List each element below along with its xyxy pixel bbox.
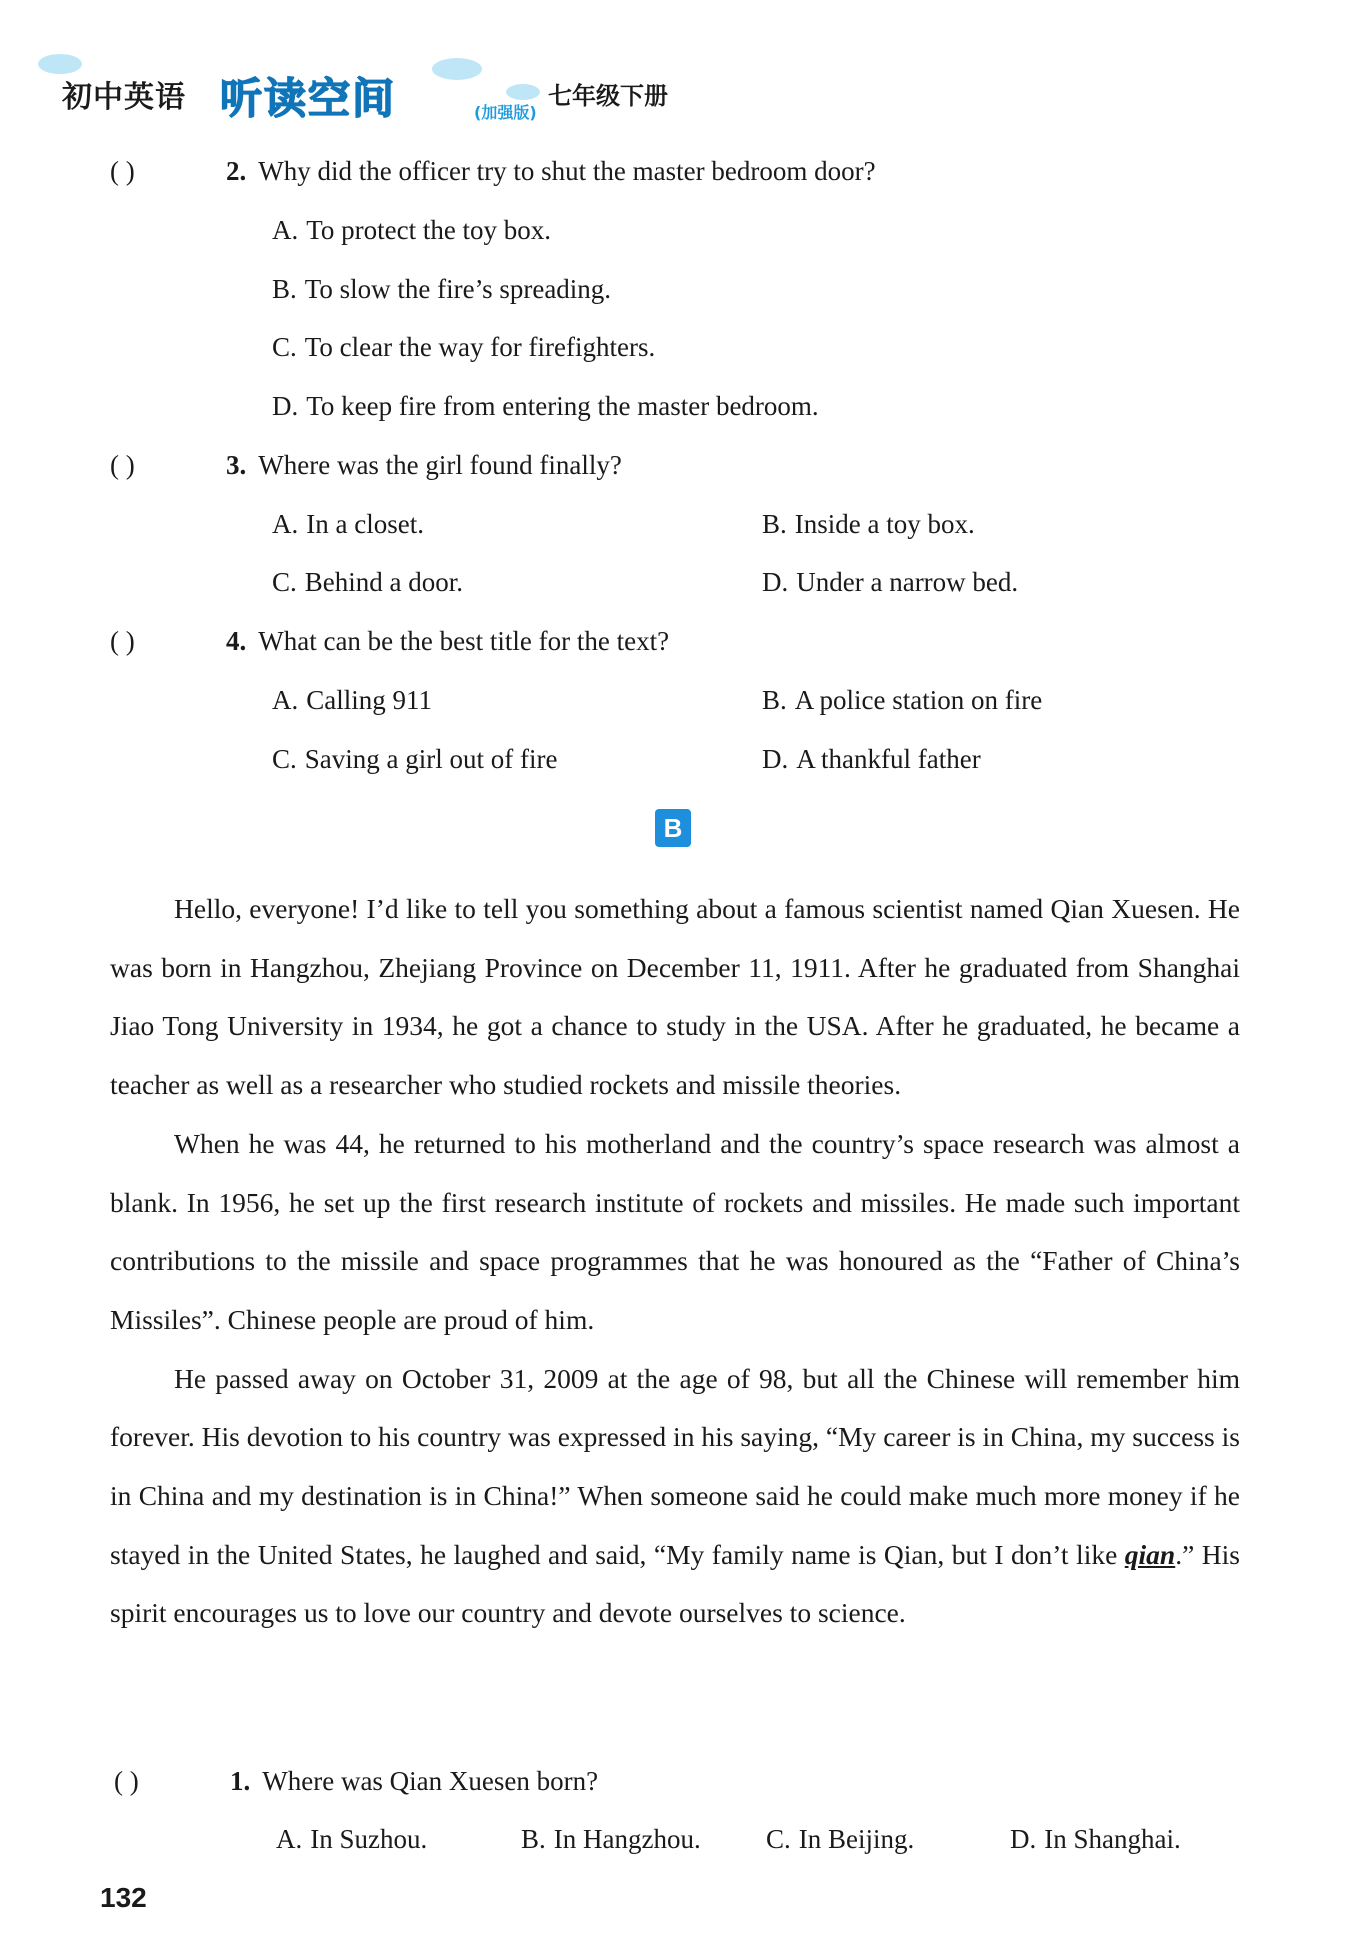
option — [762, 687, 1042, 714]
question-text: Why did the officer try to shut the master bedroom door? — [258, 156, 876, 186]
option-text: In Beijing. — [798, 1824, 915, 1854]
option-text: To keep fire from entering the master bedroom. — [306, 391, 819, 421]
option-letter: B. — [521, 1824, 546, 1854]
reading-passage — [110, 880, 1240, 1643]
option — [276, 1826, 427, 1853]
option-text: Inside a toy box. — [794, 509, 975, 539]
paragraph-text: He passed away on October 31, 2009 at the age of 98, but all the Chinese will remember him forever. His devotion to his country was expressed in his saying, “My career is in China, my success is in China and my destination is in China!” When someone said he could make much more money if he stayed in the United States, he laughed and said, “My family name is Qian, but I don’t like — [110, 1362, 1240, 1570]
question-stem — [226, 628, 669, 655]
option-letter: A. — [276, 1824, 303, 1854]
option-text: To clear the way for firefighters. — [304, 332, 656, 362]
option — [272, 217, 551, 244]
option — [762, 569, 1018, 596]
answer-bracket[interactable]: ( ) — [110, 626, 135, 656]
option — [272, 334, 655, 361]
paragraph: Hello, everyone! I’d like to tell you something about a famous scientist named Qian Xuesen. He was born in Hangzhou, Zhejiang Province on December 11, 1911. After he graduated from Shanghai Jiao Tong University in 1934, he got a chance to study in the USA. After he graduated, he became a teacher as well as a researcher who studied rockets and missile theories. — [110, 893, 1240, 1101]
option-text: To protect the toy box. — [306, 215, 552, 245]
series-title: 初中英语 — [62, 80, 186, 115]
cloud-decoration — [38, 54, 82, 74]
question-text: Where was Qian Xuesen born? — [262, 1766, 599, 1796]
option-letter: C. — [766, 1824, 791, 1854]
underlined-word: qian — [1124, 1538, 1176, 1570]
cloud-decoration — [506, 84, 540, 100]
option-letter: D. — [1010, 1824, 1037, 1854]
option-text: Behind a door. — [304, 567, 463, 597]
option — [762, 511, 975, 538]
option — [272, 511, 424, 538]
question-stem — [226, 452, 622, 479]
option-letter: A. — [272, 685, 299, 715]
option-text: In Shanghai. — [1044, 1824, 1181, 1854]
option-text: In Suzhou. — [310, 1824, 428, 1854]
option-text: Under a narrow bed. — [796, 567, 1019, 597]
section-badge: B — [655, 809, 691, 847]
option-letter: C. — [272, 332, 297, 362]
option — [272, 393, 819, 420]
paragraph-text: .” His spirit encourages us to love our country and devote ourselves to science. — [110, 1538, 1240, 1629]
option — [766, 1826, 914, 1853]
option-text: To slow the fire’s spreading. — [304, 274, 612, 304]
page-number: 132 — [100, 1882, 147, 1913]
brand-logo: 听读空间 — [220, 74, 397, 123]
option-letter: B. — [272, 274, 297, 304]
option-letter: D. — [762, 567, 789, 597]
option-text: In a closet. — [306, 509, 424, 539]
page-header — [62, 62, 762, 132]
paragraph: When he was 44, he returned to his motherland and the country’s space research was almost a blank. In 1956, he set up the first research institute of rockets and missiles. He made such important contributions to the missile and space programmes that he was honoured as the “Father of China’s Missiles”. Chinese people are proud of him. — [110, 1127, 1240, 1335]
option-letter: B. — [762, 509, 787, 539]
question-number: 1. — [230, 1766, 251, 1796]
answer-bracket[interactable]: ( ) — [110, 450, 135, 480]
option-letter: B. — [762, 685, 787, 715]
option-letter: D. — [762, 744, 789, 774]
option — [272, 276, 611, 303]
option-text: A police station on fire — [794, 685, 1043, 715]
option-text: In Hangzhou. — [553, 1824, 701, 1854]
cloud-decoration — [432, 58, 482, 80]
answer-bracket[interactable]: ( ) — [114, 1766, 139, 1796]
answer-bracket[interactable]: ( ) — [110, 156, 135, 186]
grade-label: 七年级下册 — [548, 82, 668, 110]
question-stem — [226, 158, 876, 185]
option — [762, 746, 981, 773]
option-letter: D. — [272, 391, 299, 421]
option — [272, 569, 463, 596]
option-letter: C. — [272, 567, 297, 597]
option — [272, 746, 557, 773]
question-number: 2. — [226, 156, 247, 186]
option-text: Saving a girl out of fire — [304, 744, 558, 774]
question-text: What can be the best title for the text? — [258, 626, 670, 656]
option-text: Calling 911 — [306, 685, 432, 715]
option — [272, 687, 432, 714]
paragraph — [110, 1350, 1240, 1644]
option-text: A thankful father — [796, 744, 981, 774]
option — [521, 1826, 701, 1853]
option-letter: A. — [272, 215, 299, 245]
question-number: 3. — [226, 450, 247, 480]
option-letter: A. — [272, 509, 299, 539]
option-letter: C. — [272, 744, 297, 774]
question-text: Where was the girl found finally? — [258, 450, 622, 480]
question-stem — [230, 1768, 598, 1795]
edition-label: (加强版) — [474, 103, 537, 122]
option — [1010, 1826, 1181, 1853]
question-number: 4. — [226, 626, 247, 656]
